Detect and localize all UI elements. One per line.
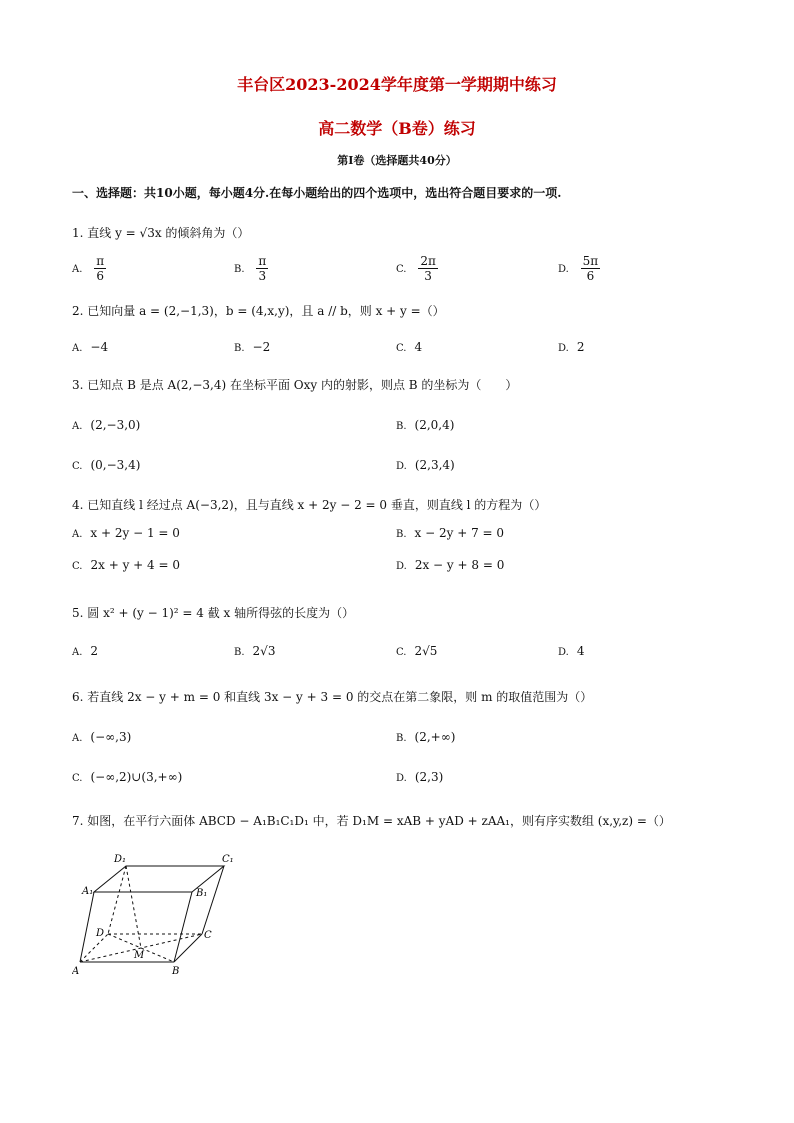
q1-option-c: C. $\frac{2\pi}{3}$	[396, 254, 436, 283]
parallelepiped-figure	[72, 850, 252, 983]
label-d1: D₁	[114, 854, 127, 865]
label-b1: B₁	[196, 888, 208, 899]
q3-option-a: A. (2,−3,0)	[72, 418, 141, 432]
q3-option-c: C. (0,−3,4)	[72, 458, 141, 472]
parallelepiped-diagram	[72, 850, 252, 980]
exam-subtitle: 高二数学（B卷）练习	[318, 119, 476, 138]
label-b: B	[172, 966, 180, 977]
label-a1: A₁	[82, 886, 94, 897]
q6-option-a: A. (−∞,3)	[72, 730, 132, 744]
q1-option-d: D. $\frac{5\pi}{6}$	[558, 254, 599, 283]
q2-option-a: A. −4	[72, 340, 109, 354]
edge-bc	[174, 934, 202, 962]
q5-option-b: B. 2√3	[234, 644, 276, 658]
edge-aa1	[80, 892, 94, 962]
question-4-stem: 4. 已知直线 l 经过点 A(−3,2)，且与直线 x + 2y − 2 = 0 垂直，则直线 l 的方程为（）	[72, 498, 547, 512]
q3-option-b: B. (2,0,4)	[396, 418, 455, 432]
q4-option-d: D. 2x − y + 8 = 0	[396, 558, 505, 572]
q4-option-b: B. x − 2y + 7 = 0	[396, 526, 505, 540]
segment-d1m	[126, 866, 141, 948]
edge-bb1	[174, 892, 192, 962]
question-6-stem: 6. 若直线 2x − y + m = 0 和直线 3x − y + 3 = 0 的交点在第二象限，则 m 的取值范围为（）	[72, 690, 593, 704]
question-1-stem: 1. 直线 y = √3x 的倾斜角为（）	[72, 226, 250, 240]
q1-option-b: B. $\frac{\pi}{3}$	[234, 254, 267, 283]
label-d: D	[96, 928, 105, 939]
part-heading: 第Ⅰ卷（选择题共40分）	[337, 154, 457, 167]
q5-option-d: D. 4	[558, 644, 585, 658]
exam-title: 丰台区2023-2024学年度第一学期期中练习	[237, 75, 557, 94]
q5-option-a: A. 2	[72, 644, 99, 658]
label-c: C	[204, 930, 212, 941]
q5-option-c: C. 2√5	[396, 644, 438, 658]
label-a: A	[72, 966, 80, 977]
q6-option-b: B. (2,+∞)	[396, 730, 456, 744]
question-5-stem: 5. 圆 x² + (y − 1)² = 4 截 x 轴所得弦的长度为（）	[72, 606, 355, 620]
q2-option-d: D. 2	[558, 340, 585, 354]
label-m: M	[134, 950, 145, 961]
section-heading: 一、选择题：共10小题，每小题4分.在每小题给出的四个选项中，选出符合题目要求的一项.	[72, 186, 562, 200]
question-2-stem: 2. 已知向量 a = (2,−1,3)，b = (4,x,y)，且 a // b，则 x + y =（）	[72, 304, 445, 318]
q4-option-a: A. x + 2y − 1 = 0	[72, 526, 180, 540]
q2-option-b: B. −2	[234, 340, 271, 354]
q6-option-c: C. (−∞,2)∪(3,+∞)	[72, 770, 183, 784]
q6-option-d: D. (2,3)	[396, 770, 444, 784]
label-c1: C₁	[222, 854, 234, 865]
edge-dd1	[108, 866, 126, 934]
question-3-stem: 3. 已知点 B 是点 A(2,−3,4) 在坐标平面 Oxy 内的射影，则点 B 的坐标为（ ）	[72, 378, 518, 392]
edge-cc1	[202, 866, 224, 934]
question-7-stem: 7. 如图，在平行六面体 ABCD − A₁B₁C₁D₁ 中，若 D₁M = xAB + yAD + zAA₁，则有序实数组 (x,y,z) =（）	[72, 814, 671, 828]
q3-option-d: D. (2,3,4)	[396, 458, 455, 472]
q1-option-a: A. $\frac{\pi}{6}$	[72, 254, 105, 283]
q4-option-c: C. 2x + y + 4 = 0	[72, 558, 180, 572]
q2-option-c: C. 4	[396, 340, 423, 354]
